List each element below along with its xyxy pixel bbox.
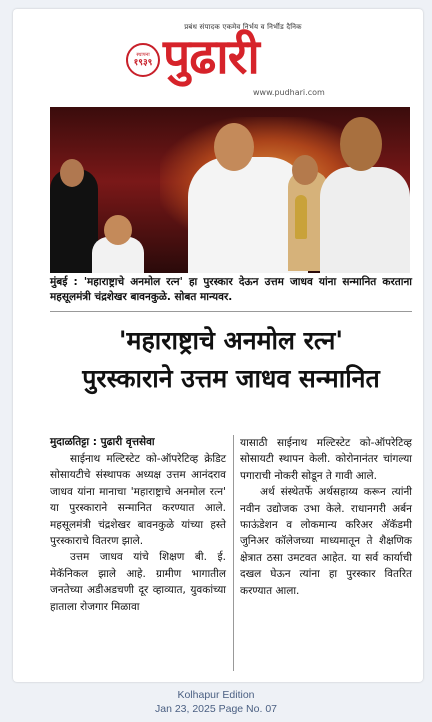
- person-minister: [320, 167, 410, 273]
- person-awardee-head: [214, 123, 254, 171]
- divider: [50, 311, 412, 312]
- masthead-tagline: प्रबंध संपादक एकमेव निर्भय व निर्भीड दैनिक: [184, 23, 302, 31]
- person-woman-background-head: [292, 155, 318, 185]
- photo-caption: मुंबई : 'महाराष्ट्राचे अनमोल रत्न' हा पुरस्कार देऊन उत्तम जाधव यांना सन्मानित करताना महसूलमंत्री चंद्रशेखर बावनकुळे. सोबत मान्यवर.: [50, 276, 412, 303]
- newspaper-clipping: [13, 9, 423, 682]
- column-divider: [233, 435, 234, 671]
- seal-year: १९३९: [133, 58, 153, 68]
- edition-name: Kolhapur Edition: [177, 689, 255, 701]
- paragraph: यासाठी साईनाथ मल्टिस्टेट को-ऑपरेटिव्ह सोसायटी स्थापन केली. कोरोनानंतर चांगल्या पगाराची नोकरी सोडून ते गावी आले.: [240, 437, 412, 482]
- article-dateline: मुदाळतिट्टा : पुढारी वृत्तसेवा: [50, 436, 155, 448]
- page-footer: [0, 688, 432, 716]
- person-girl-head: [104, 215, 132, 245]
- paragraph: साईनाथ मल्टिस्टेट को-ऑपरेटिव्ह क्रेडिट सोसायटीचे संस्थापक अध्यक्ष उत्तम आनंदराव जाधव यांना मानाचा 'महाराष्ट्राचे अनमोल रत्न' या पुरस्काराने सन्मानित करण्यात आले. महसूलमंत्री चंद्रशेखर बावनकुळे यांच्या हस्ते पुरस्काराचे वितरण झाले.: [50, 453, 226, 548]
- person-minister-head: [340, 117, 382, 171]
- establishment-seal-icon: [126, 43, 160, 77]
- paragraph: अर्थ संस्थेतर्फे अर्थसहाय्य करून त्यांनी नवीन उद्योजक उभा केले. राधानगरी अर्बन फाऊंडेशन व लोकमान्य करिअर अ‍ॅकॅडमी जुनिअर कॉलेजच्या माध्यमातून ते शैक्षणिक क्षेत्रात ठसा उमटवत आहेत. या सर्व कार्याची दखल घेऊन त्यांना हा पुरस्कार वितरित करण्यात आला.: [240, 486, 412, 597]
- trophy-icon: [295, 195, 307, 239]
- award-photo: [50, 107, 410, 273]
- article-column-1: [50, 451, 226, 615]
- masthead: [13, 9, 423, 105]
- newspaper-logo: पुढारी: [163, 29, 259, 85]
- paragraph: उत्तम जाधव यांचे शिक्षण बी. ई. मेकॅनिकल झाले आहे. ग्रामीण भागातील जनतेच्या अडीअडचणी दूर व्हाव्यात, युवकांच्या हाताला रोजगार मिळावा: [50, 551, 226, 613]
- website-url: www.pudhari.com: [253, 88, 325, 97]
- headline-line-2: पुरस्काराने उत्तम जाधव सन्मानित: [82, 364, 380, 393]
- article-headline: [50, 322, 412, 398]
- seal-label: स्थापना: [136, 52, 150, 58]
- article-column-2: [240, 435, 412, 599]
- person-woman-head: [60, 159, 84, 187]
- date-and-page: Jan 23, 2025 Page No. 07: [154, 703, 277, 715]
- headline-line-1: 'महाराष्ट्राचे अनमोल रत्न': [118, 326, 344, 355]
